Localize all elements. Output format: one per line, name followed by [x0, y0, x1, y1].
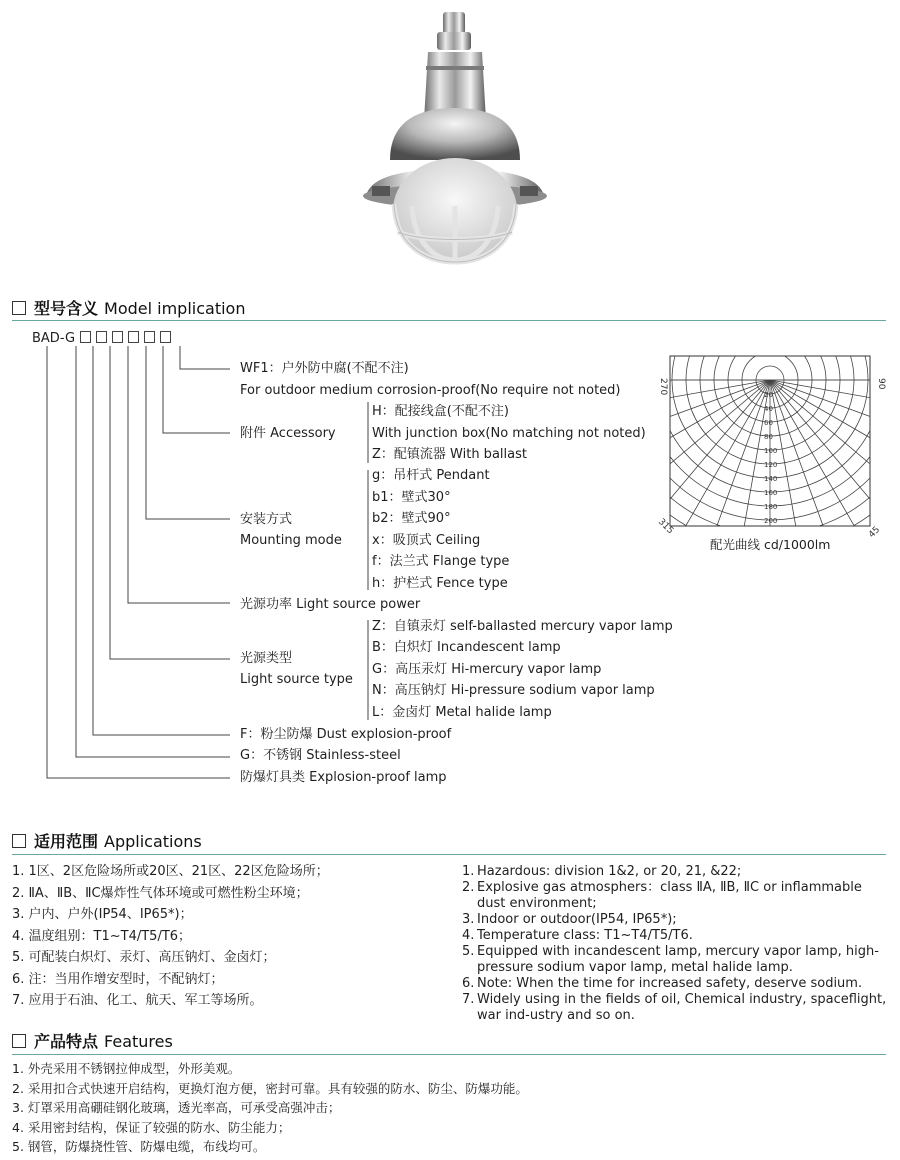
- list-item: 3. Indoor or outdoor(IP54, IP65*);: [462, 912, 677, 927]
- mount-item: g：吊杆式 Pendant: [372, 468, 490, 483]
- light-distribution-polar-chart: [650, 350, 890, 550]
- radial-tick-label: 80: [764, 433, 773, 441]
- angle-label-45: 45: [867, 524, 883, 541]
- radial-tick-label: 200: [764, 517, 778, 525]
- radial-tick-label: 100: [764, 447, 778, 455]
- radial-tick-label: 160: [764, 489, 778, 497]
- list-item: 3. 户内、户外(IP54、IP65*)；: [12, 907, 193, 922]
- list-item: 4. 采用密封结构，保证了较强的防水、防尘能力；: [12, 1119, 291, 1135]
- list-item: 6. 注：当用作增安型时，不配钠灯；: [12, 971, 224, 987]
- mount-item: b2：壁式90°: [372, 511, 451, 526]
- section-title-model: 型号含义 Model implication: [12, 296, 245, 319]
- list-item: 7. 应用于石油、化工、航天、军工等场所。: [12, 993, 263, 1008]
- dust-proof-label: F：粉尘防爆 Dust explosion-proof: [240, 727, 452, 742]
- list-item: 4. Temperature class: T1~T4/T5/T6.: [462, 928, 693, 943]
- angle-label-270: 270: [658, 378, 668, 396]
- explosion-proof-label: 防爆灯具类 Explosion-proof lamp: [240, 770, 447, 785]
- model-code: BAD-G: [32, 331, 171, 346]
- accessory-label: 附件 Accessory: [240, 426, 336, 441]
- list-item: 6. Note: When the time for increased safety, deserve sodium.: [462, 976, 863, 991]
- radial-tick-label: 120: [764, 461, 778, 469]
- list-item: 5. Equipped with incandescent lamp, mercury vapor lamp, high-pressure sodium vapor lamp, metal halide lamp.: [462, 944, 879, 975]
- power-label: 光源功率 Light source power: [240, 597, 421, 612]
- angle-label-315: 315: [655, 517, 676, 537]
- checkbox-square-icon: [12, 1034, 26, 1048]
- checkbox-square-icon: [12, 834, 26, 848]
- polar-spoke: [770, 380, 890, 550]
- stainless-label: G：不锈钢 Stainless-steel: [240, 748, 401, 763]
- applications-zh-list: [12, 861, 329, 1012]
- angle-label-90: 90: [876, 378, 886, 390]
- polar-spoke: [770, 380, 890, 550]
- section-title-applications: 适用范围 Applications: [12, 829, 202, 852]
- mounting-label-zh: 安装方式: [240, 512, 293, 527]
- wf1-label: WF1：户外防中腐(不配不注): [240, 361, 409, 376]
- list-item: 5. 可配装白炽灯、汞灯、高压钠灯、金卤灯；: [12, 950, 276, 965]
- section-divider: [12, 1054, 886, 1055]
- lamp-type-label-zh: 光源类型: [240, 651, 293, 666]
- list-item: 2. ⅡA、ⅡB、ⅡC爆炸性气体环境或可燃性粉尘环境；: [12, 885, 309, 901]
- radial-tick-label: 180: [764, 503, 778, 511]
- list-item: 4. 温度组别：T1~T4/T5/T6；: [12, 928, 192, 944]
- applications-en-list: [462, 864, 892, 1024]
- radial-tick-label: 60: [764, 419, 773, 427]
- list-item: 2. Explosive gas atmosphers：class ⅡA, ⅡB, ⅡC or inflammable dust environment;: [462, 880, 862, 911]
- mount-item: h：护栏式 Fence type: [372, 576, 508, 591]
- accessory-h: H：配接线盒(不配不注): [372, 404, 509, 419]
- section-title-features: 产品特点 Features: [12, 1029, 173, 1052]
- lamp-type-item: B：白炽灯 Incandescent lamp: [372, 640, 561, 655]
- polar-spoke: [770, 380, 890, 469]
- wf1-description: For outdoor medium corrosion-proof(No require not noted): [240, 383, 621, 398]
- accessory-h-en: With junction box(No matching not noted): [372, 426, 646, 441]
- list-item: 1. Hazardous: division 1&2, or 20, 21, &22;: [462, 864, 742, 879]
- features-list: [12, 1059, 528, 1157]
- radial-tick-label: 140: [764, 475, 778, 483]
- polar-chart-caption: 配光曲线 cd/1000lm: [710, 537, 831, 552]
- list-item: 5. 钢管，防爆挠性管、防爆电缆，布线均可。: [12, 1139, 266, 1154]
- mount-item: x：吸顶式 Ceiling: [372, 533, 481, 548]
- radial-tick-label: 40: [764, 405, 773, 413]
- radial-tick-label: 20: [764, 391, 773, 399]
- list-item: 3. 灯罩采用高硼硅钢化玻璃，透光率高，可承受高强冲击；: [12, 1100, 341, 1115]
- lamp-type-item: G：高压汞灯 Hi-mercury vapor lamp: [372, 662, 602, 677]
- lamp-type-item: Z：自镇汞灯 self-ballasted mercury vapor lamp: [372, 619, 673, 634]
- list-item: 7. Widely using in the fields of oil, Chemical industry, spaceflight, war ind-ustry and so on.: [462, 992, 887, 1023]
- list-item: 1. 1区、2区危险场所或20区、21区、22区危险场所；: [12, 864, 329, 879]
- lamp-type-item: L：金卤灯 Metal halide lamp: [372, 705, 552, 720]
- list-item: 1. 外壳采用不锈钢拉伸成型，外形美观。: [12, 1061, 241, 1076]
- accessory-z: Z：配镇流器 With ballast: [372, 447, 527, 462]
- mount-item: f：法兰式 Flange type: [372, 554, 510, 569]
- section-divider: [12, 854, 886, 855]
- lamp-type-item: N：高压钠灯 Hi-pressure sodium vapor lamp: [372, 683, 655, 698]
- lamp-type-label-en: Light source type: [240, 672, 353, 687]
- mount-item: b1：壁式30°: [372, 490, 451, 505]
- list-item: 2. 采用扣合式快速开启结构，更换灯泡方便，密封可靠。具有较强的防水、防尘、防爆功能。: [12, 1080, 528, 1096]
- mounting-label-en: Mounting mode: [240, 533, 342, 548]
